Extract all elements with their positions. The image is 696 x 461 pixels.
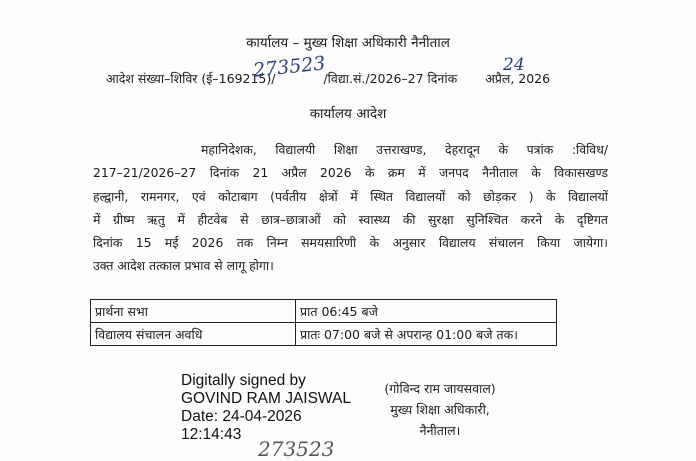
handwritten-order-number: 273523 bbox=[252, 52, 327, 82]
office-title: कार्यालय – मुख्य शिक्षा अधिकारी नैनीताल bbox=[246, 35, 450, 51]
body-line-1: महानिदेशक, विद्यालयी शिक्षा उत्तराखण्ड, देहरादून के पत्रांक :विविध/ bbox=[201, 142, 608, 157]
body-line-3: हल्द्वानी, रामनगर, एवं कोटाबाग (पर्वतीय क्षेत्रों में स्थित विद्यालयों को छोड़कर ) के विद्यालयों bbox=[93, 188, 608, 204]
body-line-5: दिनांक 15 मई 2026 तक निम्न समयसारिणी के अनुसार विद्यालय संचालन किया जायेगा। bbox=[93, 235, 608, 251]
body-line-6: उक्त आदेश तत्काल प्रभाव से लागू होगा। bbox=[93, 258, 274, 274]
signature-date: Date: 24-04-2026 bbox=[181, 408, 302, 425]
table-row bbox=[91, 323, 557, 346]
order-body bbox=[93, 138, 608, 278]
officer-location: नैनीताल। bbox=[419, 423, 461, 438]
schedule-value: प्रातः 07:00 बजे से अपरान्ह 01:00 बजे तक। bbox=[296, 323, 557, 346]
signature-signer: GOVIND RAM JAISWAL bbox=[181, 390, 351, 407]
order-date-suffix: अप्रैल, 2026 bbox=[485, 71, 551, 86]
order-heading: कार्यालय आदेश bbox=[309, 106, 387, 122]
body-line-4: में ग्रीष्म ऋतु में हीटवेब से छात्र–छात्राओं को स्वास्थ्य की सुरक्षा सुनिश्चित करने के दृष्टिगत bbox=[93, 211, 608, 227]
signature-line-1: Digitally signed by bbox=[181, 372, 306, 389]
signature-time: 12:14:43 bbox=[181, 426, 242, 443]
order-reference-line bbox=[106, 70, 550, 87]
schedule-label: प्रार्थना सभा bbox=[91, 300, 296, 323]
handwritten-number-bottom: 273523 bbox=[258, 437, 335, 461]
body-line-2: 217–21/2026–27 दिनांक 21 अप्रैल 2026 के क्रम में जनपद नैनीताल के विकासखण्ड bbox=[93, 165, 608, 181]
order-number-prefix: आदेश संख्या–शिविर (ई–169215)/ bbox=[106, 71, 276, 86]
table-row bbox=[91, 300, 557, 323]
officer-name: (गोविन्द राम जायसवाल) bbox=[384, 381, 496, 396]
officer-block bbox=[362, 378, 518, 441]
digital-signature bbox=[181, 372, 351, 444]
order-number-middle: /विद्या.सं./2026–27 दिनांक bbox=[323, 71, 458, 86]
handwritten-order-day: 24 bbox=[503, 55, 525, 75]
officer-designation: मुख्य शिक्षा अधिकारी, bbox=[390, 402, 490, 417]
schedule-value: प्रात 06:45 बजे bbox=[296, 300, 557, 323]
schedule-table bbox=[90, 299, 557, 346]
schedule-label: विद्यालय संचालन अवधि bbox=[91, 323, 296, 346]
